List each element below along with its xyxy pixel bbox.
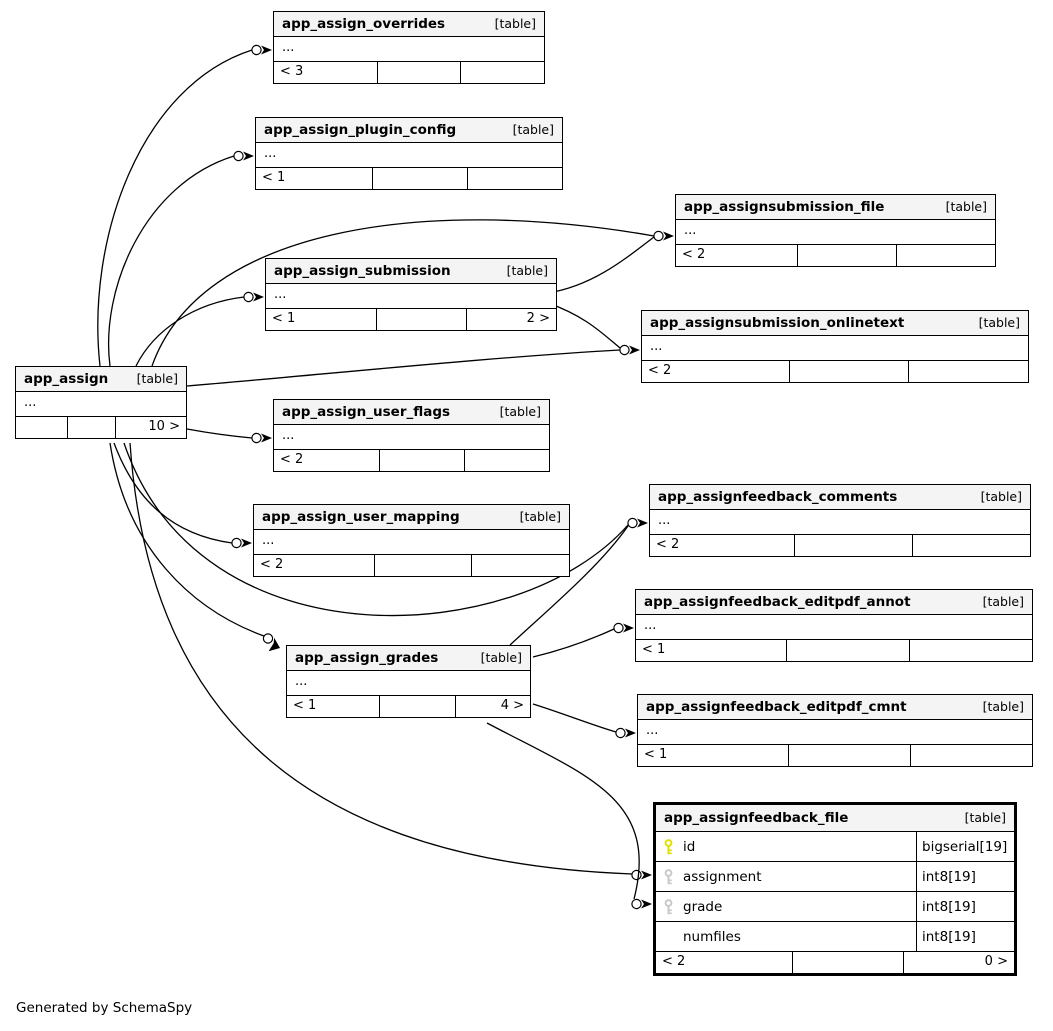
table-tag: [table] [499, 404, 541, 419]
edge-arrowhead-icon [641, 900, 652, 909]
edge-app_assign-plugin_config [109, 156, 234, 366]
footer-out-count [467, 168, 562, 189]
column-name: assignment [683, 868, 762, 885]
table-header [274, 12, 544, 37]
edge-endpoint-circle [616, 728, 625, 737]
foreign-key-icon [656, 892, 683, 921]
edge-arrowhead-icon [253, 293, 264, 302]
edge-arrowhead-icon [663, 232, 674, 241]
table-app_assign_plugin_config[interactable] [255, 117, 563, 190]
footer-mid-cell [792, 952, 903, 973]
footer-out-count [909, 640, 1032, 661]
table-name[interactable]: app_assignfeedback_editpdf_cmnt [646, 699, 907, 715]
footer-mid-cell [788, 745, 910, 766]
footer-out-count [910, 745, 1032, 766]
collapsed-columns: ... [24, 395, 37, 410]
table-header [636, 590, 1032, 615]
edge-endpoint-circle [620, 345, 629, 354]
edge-endpoint-circle [263, 634, 272, 643]
table-header [676, 195, 995, 220]
edge-grades-editpdf_annot [533, 629, 614, 657]
table-app_assignfeedback_editpdf_cmnt[interactable] [637, 694, 1033, 767]
table-tag: [table] [512, 122, 554, 137]
footer-in-count: < 1 [644, 747, 668, 762]
footer-in-count: < 2 [280, 452, 304, 467]
table-app_assign_user_flags[interactable] [273, 399, 550, 472]
collapsed-columns: ... [282, 428, 295, 443]
table-footer [638, 744, 1032, 766]
table-footer [274, 61, 544, 83]
collapsed-columns: ... [650, 339, 663, 354]
table-name[interactable]: app_assignfeedback_editpdf_annot [644, 594, 911, 610]
table-footer [642, 360, 1028, 382]
collapsed-columns: ... [658, 513, 671, 528]
table-tag: [table] [480, 650, 522, 665]
edge-endpoint-circle [234, 151, 243, 160]
table-footer [656, 951, 1014, 973]
collapsed-columns: ... [646, 723, 659, 738]
table-header [16, 367, 186, 392]
table-app_assign_grades[interactable] [286, 645, 531, 718]
table-tag: [table] [980, 489, 1022, 504]
table-app_assignfeedback_comments[interactable] [649, 484, 1031, 557]
footer-mid-cell [372, 168, 467, 189]
table-footer [650, 534, 1030, 556]
column-row-id [656, 832, 1014, 861]
no-key-spacer [656, 922, 683, 951]
footer-out-count [896, 245, 995, 266]
column-type: int8[19] [916, 922, 1014, 951]
edge-endpoint-circle [632, 870, 641, 879]
edge-arrowhead-icon [625, 729, 636, 738]
footer-out-count [471, 555, 569, 576]
footer-in-count: < 2 [656, 537, 680, 552]
table-header [287, 646, 530, 671]
edge-endpoint-circle [232, 538, 241, 547]
edge-endpoint-circle [632, 899, 641, 908]
footer-out-count [908, 361, 1028, 382]
table-name[interactable]: app_assignsubmission_onlinetext [650, 315, 905, 331]
table-header [642, 311, 1028, 336]
edge-arrowhead-icon [623, 624, 634, 633]
primary-key-icon [656, 832, 683, 861]
table-header [656, 805, 1014, 832]
edge-endpoint-circle [628, 518, 637, 527]
footer-out-count [460, 62, 544, 83]
column-row-grade [656, 891, 1014, 921]
edge-app_assign-submission [136, 297, 244, 366]
table-header [256, 118, 562, 143]
footer-out-count: 10 > [115, 417, 186, 438]
table-name[interactable]: app_assign_grades [295, 650, 439, 666]
table-footer [266, 308, 556, 330]
table-tag: [table] [978, 315, 1020, 330]
table-header [254, 505, 569, 530]
column-row-numfiles [656, 921, 1014, 951]
footer-mid-cell [67, 417, 115, 438]
footer-out-count: 0 > [903, 952, 1014, 973]
table-name[interactable]: app_assign [24, 371, 109, 387]
table-tag: [table] [982, 699, 1024, 714]
footer-in-count: < 2 [648, 363, 672, 378]
edge-app_assign-onlinetext [187, 350, 620, 386]
table-footer [16, 416, 186, 438]
edge-arrowhead-icon [241, 539, 252, 548]
footer-mid-cell [797, 245, 896, 266]
footer-in-count: < 1 [262, 170, 286, 185]
collapsed-columns: ... [264, 146, 277, 161]
footer-mid-cell [379, 696, 454, 717]
footer-out-count: 2 > [466, 309, 556, 330]
table-footer [254, 554, 569, 576]
column-name: numfiles [683, 928, 741, 945]
footer-out-count [464, 450, 549, 471]
collapsed-columns: ... [644, 618, 657, 633]
table-name[interactable]: app_assignfeedback_comments [658, 489, 898, 505]
edge-endpoint-circle [252, 433, 261, 442]
table-tag: [table] [136, 371, 178, 386]
column-type: bigserial[19] [916, 832, 1014, 861]
generated-by-note: Generated by SchemaSpy [16, 1000, 193, 1016]
edge-endpoint-circle [614, 623, 623, 632]
footer-in-count: < 1 [272, 311, 296, 326]
footer-mid-cell [789, 361, 909, 382]
edge-endpoint-circle [244, 292, 253, 301]
column-type: int8[19] [916, 892, 1014, 921]
table-app_assign[interactable] [15, 366, 187, 439]
table-app_assign_submission[interactable] [265, 258, 557, 331]
edge-arrowhead-icon [243, 152, 254, 161]
table-app_assignfeedback_file[interactable] [653, 802, 1017, 976]
table-tag: [table] [945, 199, 987, 214]
table-name[interactable]: app_assignfeedback_file [664, 810, 849, 826]
edge-arrowhead-icon [629, 346, 640, 355]
table-name[interactable]: app_assign_user_mapping [262, 509, 460, 525]
footer-in-count: < 1 [642, 642, 666, 657]
edge-arrowhead-icon [637, 519, 648, 528]
edge-app_assign-user_flags [187, 429, 252, 438]
table-header [266, 259, 556, 284]
table-footer [256, 167, 562, 189]
edge-app_assign-overrides [98, 50, 252, 366]
table-footer [676, 244, 995, 266]
footer-mid-cell [794, 535, 912, 556]
column-name: grade [683, 898, 723, 915]
table-app_assignsubmission_file[interactable] [675, 194, 996, 267]
table-header [638, 695, 1032, 720]
footer-in-count: < 3 [280, 64, 304, 79]
edge-grades-editpdf_cmnt [533, 704, 616, 732]
table-tag: [table] [964, 810, 1006, 825]
table-footer [274, 449, 549, 471]
table-tag: [table] [506, 263, 548, 278]
footer-in-count [16, 417, 67, 438]
footer-in-count: < 2 [662, 954, 686, 969]
table-name[interactable]: app_assignsubmission_file [684, 199, 885, 215]
foreign-key-icon [656, 862, 683, 891]
edge-submission-assignsubmission_file [548, 237, 654, 293]
footer-in-count: < 1 [293, 698, 317, 713]
edge-endpoint-circle [654, 231, 663, 240]
edge-arrowhead-icon [641, 871, 652, 880]
collapsed-columns: ... [295, 674, 308, 689]
table-footer [287, 695, 530, 717]
edge-grades-feedback_file [487, 723, 639, 899]
table-header [274, 400, 549, 425]
table-app_assignsubmission_onlinetext[interactable] [641, 310, 1029, 383]
footer-mid-cell [374, 555, 472, 576]
collapsed-columns: ... [684, 223, 697, 238]
collapsed-columns: ... [262, 533, 275, 548]
table-tag: [table] [519, 509, 561, 524]
table-name[interactable]: app_assign_plugin_config [264, 122, 457, 138]
footer-in-count: < 2 [260, 557, 284, 572]
footer-out-count [912, 535, 1030, 556]
edge-endpoint-circle [252, 45, 261, 54]
footer-out-count: 4 > [455, 696, 530, 717]
table-name[interactable]: app_assign_user_flags [282, 404, 451, 420]
table-tag: [table] [494, 16, 536, 31]
footer-mid-cell [377, 62, 461, 83]
collapsed-columns: ... [282, 40, 295, 55]
footer-in-count: < 2 [682, 247, 706, 262]
table-footer [636, 639, 1032, 661]
table-app_assignfeedback_editpdf_annot[interactable] [635, 589, 1033, 662]
collapsed-columns: ... [274, 287, 287, 302]
table-tag: [table] [982, 594, 1024, 609]
footer-mid-cell [379, 450, 464, 471]
table-name[interactable]: app_assign_submission [274, 263, 451, 279]
edge-submission-onlinetext [548, 303, 620, 348]
table-header [650, 485, 1030, 510]
column-name: id [683, 838, 696, 855]
column-row-assignment [656, 861, 1014, 891]
table-app_assign_user_mapping[interactable] [253, 504, 570, 577]
edge-arrowhead-icon [261, 434, 272, 443]
table-name[interactable]: app_assign_overrides [282, 16, 446, 32]
footer-mid-cell [376, 309, 466, 330]
table-app_assign_overrides[interactable] [273, 11, 545, 84]
column-type: int8[19] [916, 862, 1014, 891]
footer-mid-cell [786, 640, 909, 661]
edge-arrowhead-icon [261, 46, 272, 55]
